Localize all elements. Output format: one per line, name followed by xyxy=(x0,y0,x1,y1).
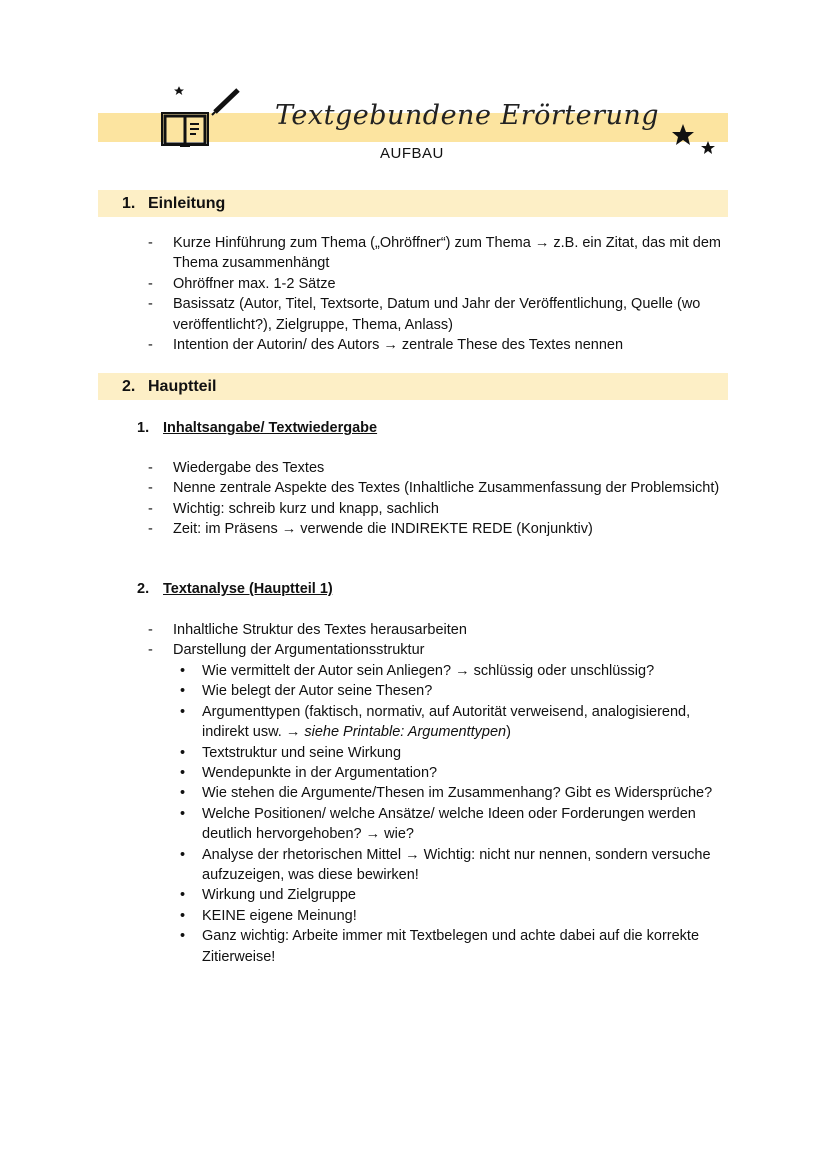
list-item: - Darstellung der Argumentationsstruktur xyxy=(148,642,425,659)
stars-icon xyxy=(672,124,722,156)
inhaltsangabe-list xyxy=(148,458,728,540)
document-subtitle: AUFBAU xyxy=(380,145,444,162)
bullet-item: • Argumenttypen (faktisch, normativ, auf Autorität verweisend, analogisierend, indirekt usw. → siehe Printable: Argumenttypen) xyxy=(180,703,691,741)
section-heading-einleitung: 1. Einleitung xyxy=(122,195,226,212)
textanalyse-list xyxy=(148,620,728,661)
bullet-item: • KEINE eigene Meinung! xyxy=(180,907,357,924)
list-item: - Ohröffner max. 1-2 Sätze xyxy=(148,275,336,292)
section-heading-hauptteil: 2. Hauptteil xyxy=(122,378,217,395)
bullet-item: • Analyse der rhetorischen Mittel → Wichtig: nicht nur nennen, sondern versuche aufzuzeigen, was diese bewirken! xyxy=(180,846,711,884)
bullet-item: • Welche Positionen/ welche Ansätze/ welche Ideen oder Forderungen werden deutlich hervorgehoben? → wie? xyxy=(180,805,696,843)
einleitung-list xyxy=(148,233,728,355)
subsection-heading-inhaltsangabe: 1. Inhaltsangabe/ Textwiedergabe xyxy=(137,420,378,436)
bullet-item: • Wie stehen die Argumente/Thesen im Zusammenhang? Gibt es Widersprüche? xyxy=(180,785,713,802)
subsection-heading-textanalyse: 2. Textanalyse (Hauptteil 1) xyxy=(137,581,333,597)
bullet-item: • Wie belegt der Autor seine Thesen? xyxy=(180,683,433,700)
list-item: - Wichtig: schreib kurz und knapp, sachlich xyxy=(148,500,439,517)
argumentation-bullet-list xyxy=(180,661,727,967)
bullet-item: • Wendepunkte in der Argumentation? xyxy=(180,765,438,782)
bullet-item: • Ganz wichtig: Arbeite immer mit Textbelegen und achte dabei auf die korrekte Zitierweise! xyxy=(180,928,700,965)
list-item: - Zeit: im Präsens → verwende die INDIREKTE REDE (Konjunktiv) xyxy=(148,521,593,538)
list-item: - Nenne zentrale Aspekte des Textes (Inhaltliche Zusammenfassung der Problemsicht) xyxy=(148,480,720,497)
bullet-item: • Textstruktur und seine Wirkung xyxy=(180,744,402,761)
list-item: - Inhaltliche Struktur des Textes herausarbeiten xyxy=(148,622,467,638)
bullet-item: • Wirkung und Zielgruppe xyxy=(180,887,356,904)
document-title: Textgebundene Erörterung xyxy=(275,100,660,131)
bullet-item: • Wie vermittelt der Autor sein Anliegen? → schlüssig oder unschlüssig? xyxy=(180,663,655,679)
list-item: - Basissatz (Autor, Titel, Textsorte, Datum und Jahr der Veröffentlichung, Quelle (wo veröffentlicht?), Zielgruppe, Thema, Anlass) xyxy=(148,296,701,333)
list-item: - Wiedergabe des Textes xyxy=(148,460,325,476)
list-item: - Kurze Hinführung zum Thema („Ohröffner“) zum Thema → z.B. ein Zitat, das mit dem Thema zusammenhängt xyxy=(148,235,721,272)
book-pencil-icon xyxy=(160,84,245,150)
list-item: - Intention der Autorin/ des Autors → zentrale These des Textes nennen xyxy=(148,337,624,354)
